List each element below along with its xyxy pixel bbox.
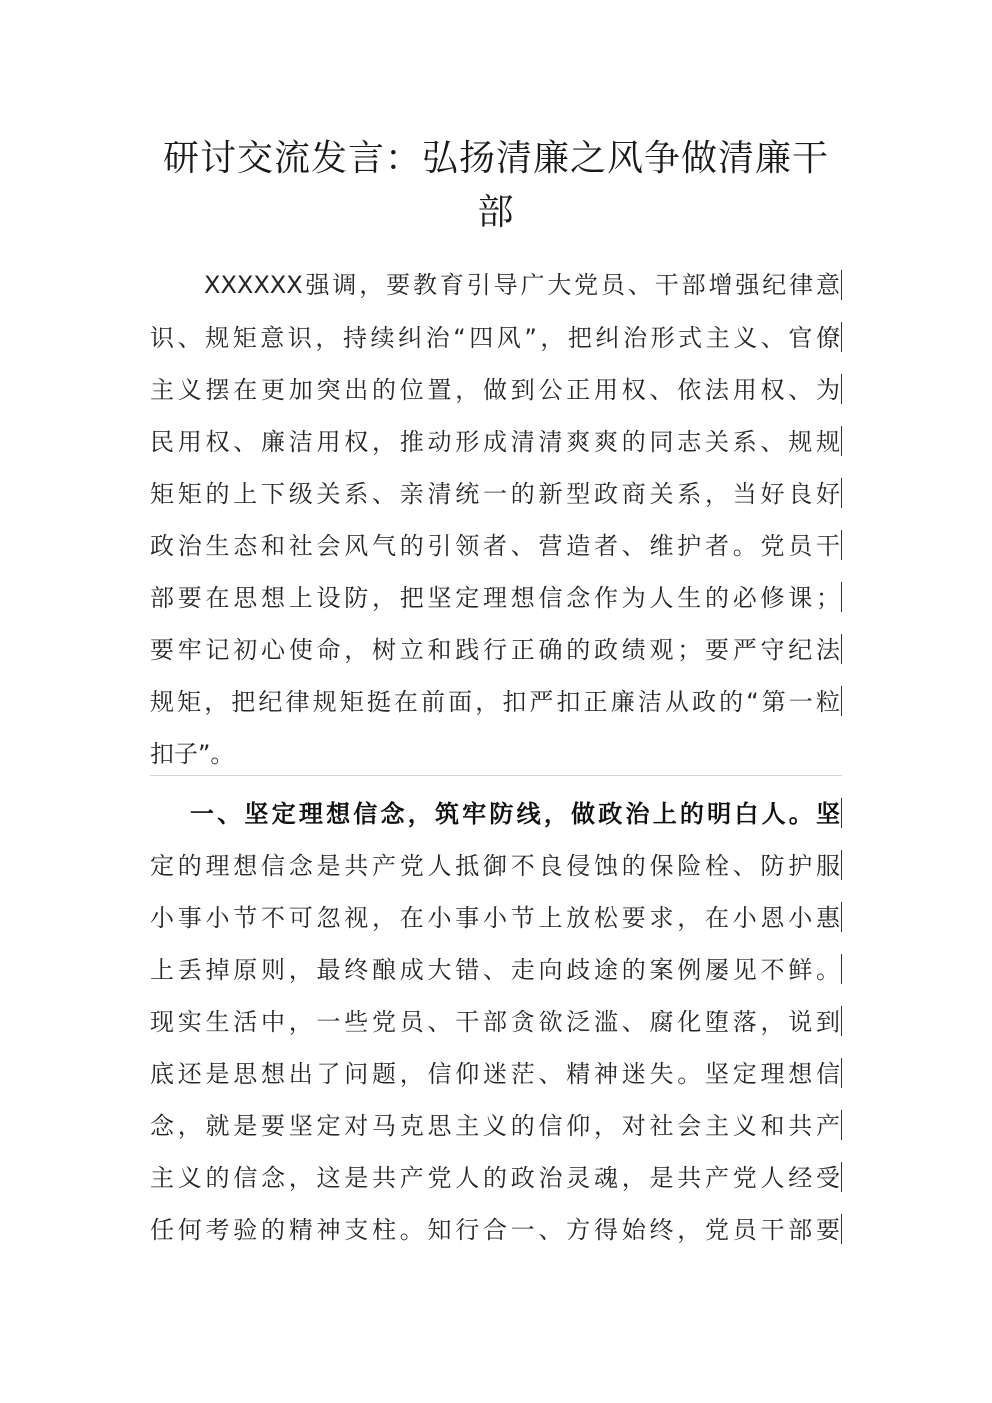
paragraph-2-line: 定的理想信念是共产党人抵御不良侵蚀的保险栓、防护服 <box>150 852 840 880</box>
margin-bar <box>841 582 842 612</box>
margin-bar <box>841 634 842 664</box>
paragraph-1-line: 主义摆在更加突出的位置，做到公正用权、依法用权、为 <box>150 376 840 404</box>
paragraph-1-line: 要牢记初心使命，树立和践行正确的政绩观；要严守纪法 <box>150 636 840 664</box>
margin-bar <box>841 530 842 560</box>
paragraph-2-line: 主义的信念，这是共产党人的政治灵魂，是共产党人经受 <box>150 1164 840 1192</box>
margin-bar <box>841 322 842 352</box>
margin-bar <box>841 798 842 828</box>
paragraph-1-line: 矩矩的上下级关系、亲清统一的新型政商关系，当好良好 <box>150 480 840 508</box>
paragraph-2-line: 上丢掉原则，最终酿成大错、走向歧途的案例屡见不鲜。 <box>150 956 840 984</box>
paragraph-1-line: 政治生态和社会风气的引领者、营造者、维护者。党员干 <box>150 532 840 560</box>
paragraph-1-line: XXXXXX强调，要教育引导广大党员、干部增强纪律意 <box>204 271 840 299</box>
paragraph-1-line: 扣子”。 <box>150 740 235 768</box>
section-heading-1: 一、坚定理想信念，筑牢防线，做政治上的明白人。坚 <box>190 800 840 828</box>
paragraph-1-line: 民用权、廉洁用权，推动形成清清爽爽的同志关系、规规 <box>150 428 840 456</box>
document-title <box>150 132 842 240</box>
margin-bar <box>841 478 842 508</box>
margin-bar <box>841 1006 842 1036</box>
paragraph-1-line: 规矩，把纪律规矩挺在前面，扣严扣正廉洁从政的“第一粒 <box>150 688 840 716</box>
margin-bar <box>841 686 842 716</box>
paragraph-2-line: 小事小节不可忽视，在小事小节上放松要求，在小恩小惠 <box>150 904 840 932</box>
margin-bar <box>841 374 842 404</box>
margin-bar <box>841 954 842 984</box>
margin-bar <box>841 1110 842 1140</box>
margin-bar <box>841 850 842 880</box>
margin-bar <box>841 902 842 932</box>
margin-bar <box>841 1058 842 1088</box>
margin-bar <box>841 426 842 456</box>
margin-bar <box>841 270 842 300</box>
paragraph-2-line: 任何考验的精神支柱。知行合一、方得始终，党员干部要 <box>150 1216 840 1244</box>
paragraph-2-line: 现实生活中，一些党员、干部贪欲泛滥、腐化堕落，说到 <box>150 1008 840 1036</box>
title-line-2: 部 <box>477 192 515 233</box>
paragraph-1-line: 部要在思想上设防，把坚定理想信念作为人生的必修课； <box>150 584 840 612</box>
paragraph-1-line: 识、规矩意识，持续纠治“四风”，把纠治形式主义、官僚 <box>150 324 840 352</box>
margin-bar <box>841 1162 842 1192</box>
title-line-1: 研讨交流发言：弘扬清廉之风争做清廉干 <box>162 138 829 179</box>
paragraph-2-line: 底还是思想出了问题，信仰迷茫、精神迷失。坚定理想信 <box>150 1060 840 1088</box>
margin-bar <box>841 1214 842 1244</box>
paragraph-2-line: 念，就是要坚定对马克思主义的信仰，对社会主义和共产 <box>150 1112 840 1140</box>
section-divider <box>150 775 842 776</box>
